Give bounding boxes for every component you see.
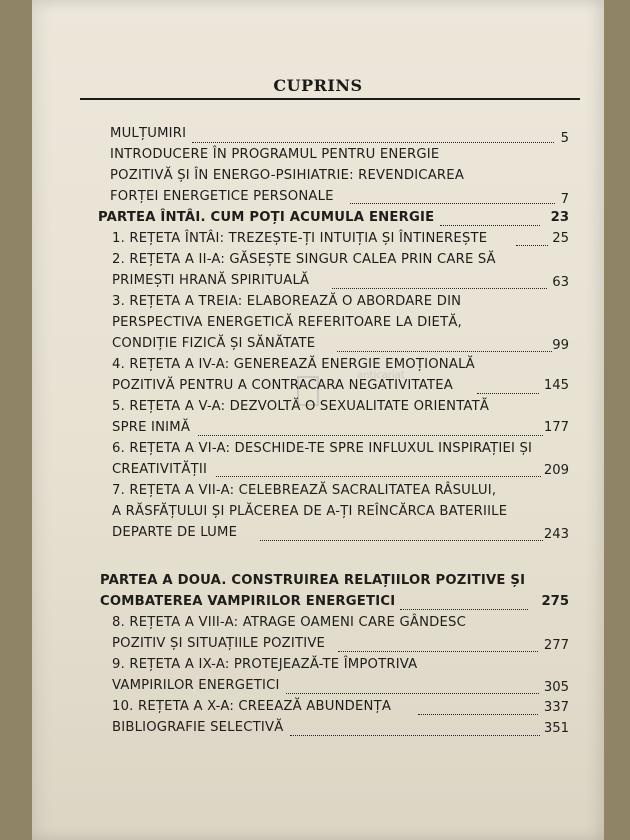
watermark-text: anticariat (357, 370, 405, 381)
toc-entry-text: 7. REȚETA A VII-A: CELEBREAZĂ SACRALITATEA RÂSULUI, (112, 483, 497, 498)
toc-part-heading: PARTEA ÎNTÂI. CUM POȚI ACUMULA ENERGIE (98, 210, 435, 225)
toc-entry-text: VAMPIRILOR ENERGETICI (112, 678, 280, 693)
toc-entry-text: 9. REȚETA A IX-A: PROTEJEAZĂ-TE ÎMPOTRIVA (112, 657, 418, 672)
toc-entry-text: POZITIVĂ ȘI ÎN ENERGO-PSIHIATRIE: REVENDICAREA (110, 168, 465, 183)
toc-entry-text: FORȚEI ENERGETICE PERSONALE (110, 189, 334, 204)
toc-dot-leader (192, 142, 554, 143)
toc-entry-text: 3. REȚETA A TREIA: ELABOREAZĂ O ABORDARE DIN (112, 294, 462, 309)
toc-dot-leader (260, 540, 543, 541)
toc-entry-text: POZITIV ȘI SITUAȚIILE POZITIVE (112, 636, 326, 651)
toc-dot-leader (332, 288, 547, 289)
toc-entry-text: MULȚUMIRI (110, 126, 187, 141)
toc-entry-text: CONDIȚIE FIZICĂ ȘI SĂNĂTATE (112, 336, 316, 351)
toc-dot-leader (516, 245, 548, 246)
toc-page-number: 275 (541, 594, 569, 609)
toc-entry-text: 2. REȚETA A II-A: GĂSEȘTE SINGUR CALEA PRIN CARE SĂ (112, 252, 496, 267)
toc-entry-text: PERSPECTIVA ENERGETICĂ REFERITOARE LA DIETĂ, (112, 315, 462, 330)
toc-entry-text: 6. REȚETA A VI-A: DESCHIDE-TE SPRE INFLUXUL INSPIRAȚIEI ȘI (112, 441, 533, 456)
toc-page-number: 5 (560, 131, 569, 146)
toc-entry-text: SPRE INIMĂ (112, 420, 191, 435)
toc-part-heading: COMBATEREA VAMPIRILOR ENERGETICI (100, 594, 396, 609)
toc-entry-text: CREATIVITĂȚII (112, 462, 208, 477)
toc-page-number: 277 (543, 638, 569, 653)
toc-entry-text: 5. REȚETA A V-A: DEZVOLTĂ O SEXUALITATE ORIENTATĂ (112, 399, 490, 414)
toc-page-number: 23 (550, 210, 569, 225)
toc-entry-text: 8. REȚETA A VIII-A: ATRAGE OAMENI CARE GÂNDESC (112, 615, 467, 630)
toc-dot-leader (400, 609, 528, 610)
toc-entry-text: PRIMEȘTI HRANĂ SPIRITUALĂ (112, 273, 310, 288)
toc-entry-text: BIBLIOGRAFIE SELECTIVĂ (112, 720, 284, 735)
toc-page-number: 7 (560, 192, 569, 207)
toc-page-number: 209 (543, 463, 569, 478)
toc-dot-leader (337, 351, 552, 352)
toc-page-number: 63 (552, 275, 569, 290)
toc-page-number: 177 (543, 420, 569, 435)
toc-dot-leader (350, 203, 555, 204)
toc-entry-text: 10. REȚETA A X-A: CREEAZĂ ABUNDENȚA (112, 699, 392, 714)
toc-page-number: 145 (543, 378, 569, 393)
toc-entry-text: 4. REȚETA A IV-A: GENEREAZĂ ENERGIE EMOȚIONALĂ (112, 357, 475, 372)
toc-dot-leader (338, 651, 538, 652)
toc-entry-text: POZITIVĂ PENTRU A CONTRACARA NEGATIVITATEA (112, 378, 453, 393)
toc-dot-leader (477, 393, 539, 394)
toc-page-number: 351 (543, 721, 569, 736)
toc-page-number: 337 (543, 700, 569, 715)
toc-page-number: 305 (543, 680, 569, 695)
toc-entry-text: DEPARTE DE LUME (112, 525, 238, 540)
page-title: CUPRINS (273, 76, 363, 95)
toc-entry-text: 1. REȚETA ÎNTÂI: TREZEȘTE-ȚI INTUIȚIA ȘI ÎNTINEREȘTE (112, 231, 488, 246)
table-of-contents (32, 0, 604, 840)
toc-page-number: 99 (552, 338, 569, 353)
toc-dot-leader (198, 435, 543, 436)
book-page (32, 0, 604, 840)
toc-dot-leader (286, 693, 539, 694)
toc-dot-leader (216, 476, 541, 477)
toc-dot-leader (418, 714, 538, 715)
toc-dot-leader (440, 225, 540, 226)
toc-page-number: 25 (552, 231, 569, 246)
toc-page-number: 243 (543, 527, 569, 542)
toc-part-heading: PARTEA A DOUA. CONSTRUIREA RELAȚIILOR POZITIVE ȘI (100, 573, 526, 588)
toc-dot-leader (290, 735, 540, 736)
toc-entry-text: A RĂSFĂȚULUI ȘI PLĂCEREA DE A-ȚI REÎNCĂRCA BATERIILE (112, 504, 508, 519)
toc-entry-text: INTRODUCERE ÎN PROGRAMUL PENTRU ENERGIE (110, 147, 440, 162)
